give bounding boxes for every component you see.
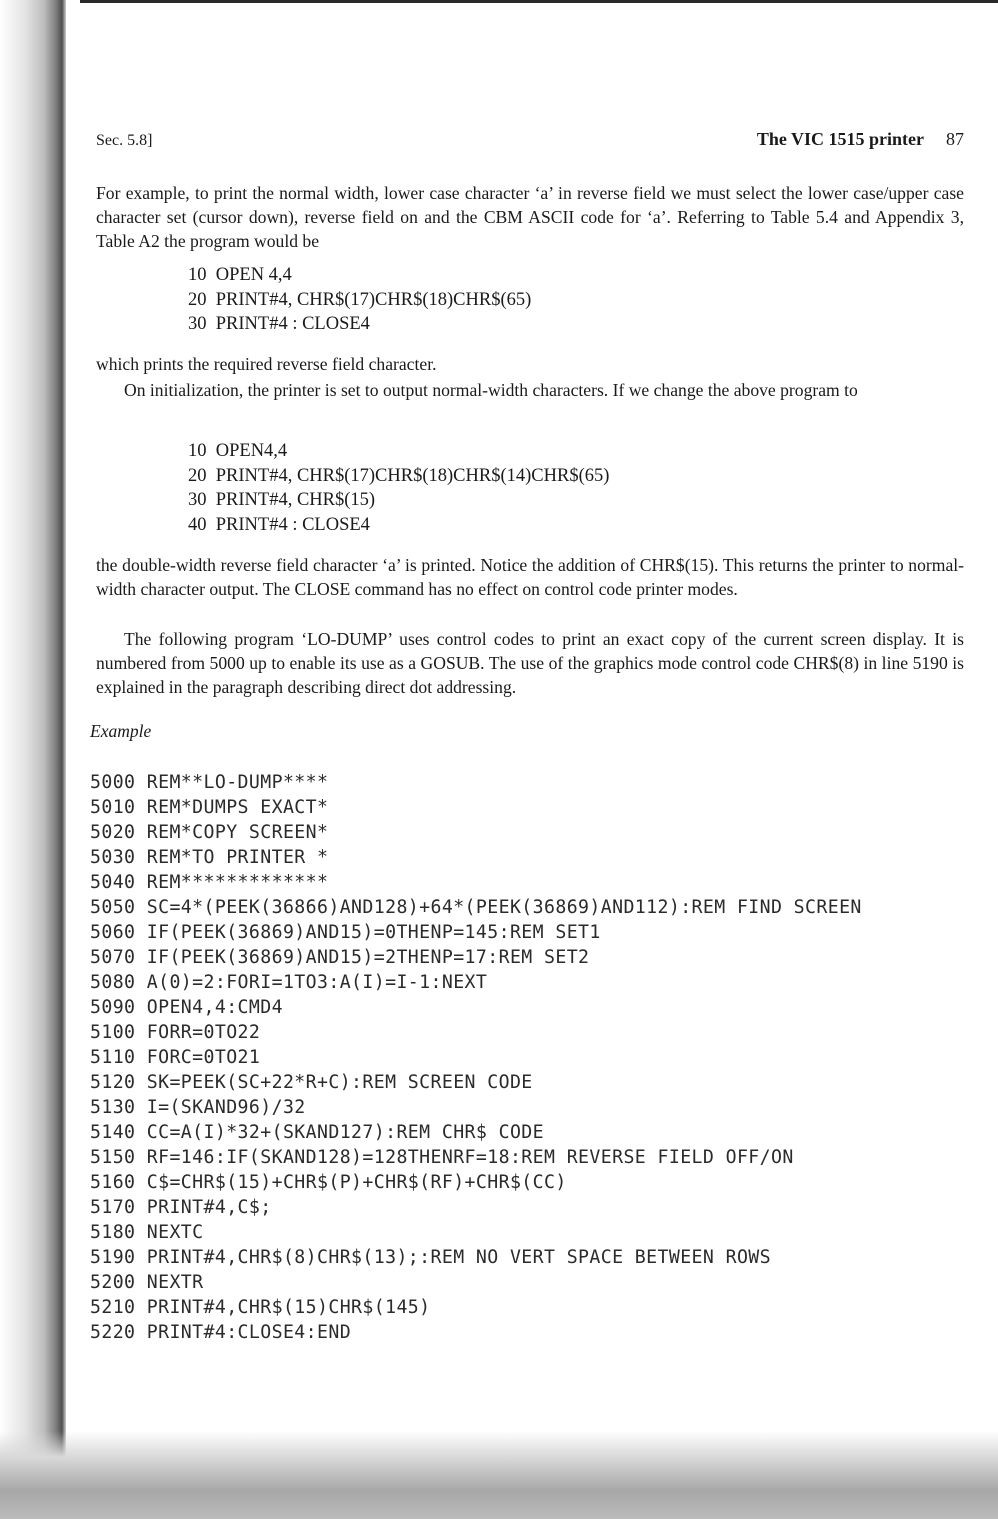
listing-line: 5160 C$=CHR$(15)+CHR$(P)+CHR$(RF)+CHR$(CC) <box>90 1172 567 1193</box>
program-2-line: 30 PRINT#4, CHR$(15) <box>188 490 376 510</box>
listing-line: 5060 IF(PEEK(36869)AND15)=0THENP=145:REM SET1 <box>90 922 601 943</box>
book-page <box>90 0 965 1519</box>
program-1-line: 10 OPEN 4,4 <box>188 265 292 285</box>
listing-line: 5050 SC=4*(PEEK(36866)AND128)+64*(PEEK(36869)AND112):REM FIND SCREEN <box>90 897 862 918</box>
listing-line: 5200 NEXTR <box>90 1272 204 1293</box>
listing-line: 5120 SK=PEEK(SC+22*R+C):REM SCREEN CODE <box>90 1072 533 1093</box>
section-reference: Sec. 5.8] <box>96 132 153 149</box>
listing-line: 5010 REM*DUMPS EXACT* <box>90 797 329 818</box>
program-1-line: 20 PRINT#4, CHR$(17)CHR$(18)CHR$(65) <box>188 289 532 310</box>
program-2-line: 10 OPEN4,4 <box>188 441 288 461</box>
listing-line: 5130 I=(SKAND96)/32 <box>90 1097 306 1118</box>
program-1 <box>188 263 531 337</box>
running-header <box>96 129 964 150</box>
lodump-paragraph: The following program ‘LO-DUMP’ uses control codes to print an exact copy of the current screen display. It is numbered from 5000 up to enable its use as a GOSUB. The use of the graphics mode control code CHR$(8) in line 5190 is explained in the paragraph describing direct dot addressing. <box>96 629 964 697</box>
listing-line: 5140 CC=A(I)*32+(SKAND127):REM CHR$ CODE <box>90 1122 544 1143</box>
initialization-paragraph: On initialization, the printer is set to output normal-width characters. If we change the above program to <box>124 380 858 400</box>
listing-line: 5190 PRINT#4,CHR$(8)CHR$(13);:REM NO VERT SPACE BETWEEN ROWS <box>90 1247 771 1268</box>
program-2 <box>188 439 609 537</box>
listing-line: 5030 REM*TO PRINTER * <box>90 847 329 868</box>
listing-line: 5220 PRINT#4:CLOSE4:END <box>90 1322 352 1343</box>
listing-line: 5210 PRINT#4,CHR$(15)CHR$(145) <box>90 1297 431 1318</box>
double-width-paragraph: the double-width reverse field character ‘a’ is printed. Notice the addition of CHR$(15). This returns the printer to normal-width character output. The CLOSE command has no effect on control code printer modes. <box>96 555 964 599</box>
lodump-listing <box>90 770 862 1345</box>
listing-line: 5040 REM************* <box>90 872 329 893</box>
listing-line: 5110 FORC=0TO21 <box>90 1047 261 1068</box>
program-2-line: 40 PRINT#4 : CLOSE4 <box>188 514 370 535</box>
page-number: 87 <box>946 129 964 149</box>
listing-line: 5170 PRINT#4,C$; <box>90 1197 272 1218</box>
listing-line: 5070 IF(PEEK(36869)AND15)=2THENP=17:REM SET2 <box>90 947 590 968</box>
listing-line: 5080 A(0)=2:FORI=1TO3:A(I)=I-1:NEXT <box>90 972 488 993</box>
page-binding-shadow <box>0 0 66 1519</box>
program-2-line: 20 PRINT#4, CHR$(17)CHR$(18)CHR$(14)CHR$(65) <box>188 465 610 486</box>
after-program-1-text: which prints the required reverse field character. <box>96 354 437 374</box>
listing-line: 5100 FORR=0TO22 <box>90 1022 261 1043</box>
listing-line: 5000 REM**LO-DUMP**** <box>90 772 329 793</box>
listing-line: 5180 NEXTC <box>90 1222 204 1243</box>
header-right <box>757 129 964 150</box>
intro-paragraph: For example, to print the normal width, lower case character ‘a’ in reverse field we must select the lower case/upper case character set (cursor down), reverse field on and the CBM ASCII code for ‘a’. Referring to Table 5.4 and Appendix 3, Table A2 the program would be <box>96 183 964 251</box>
listing-line: 5150 RF=146:IF(SKAND128)=128THENRF=18:REM REVERSE FIELD OFF/ON <box>90 1147 794 1168</box>
example-label: Example <box>90 721 152 741</box>
listing-line: 5090 OPEN4,4:CMD4 <box>90 997 283 1018</box>
program-1-line: 30 PRINT#4 : CLOSE4 <box>188 314 370 334</box>
chapter-title: The VIC 1515 printer <box>756 129 924 149</box>
listing-line: 5020 REM*COPY SCREEN* <box>90 822 329 843</box>
